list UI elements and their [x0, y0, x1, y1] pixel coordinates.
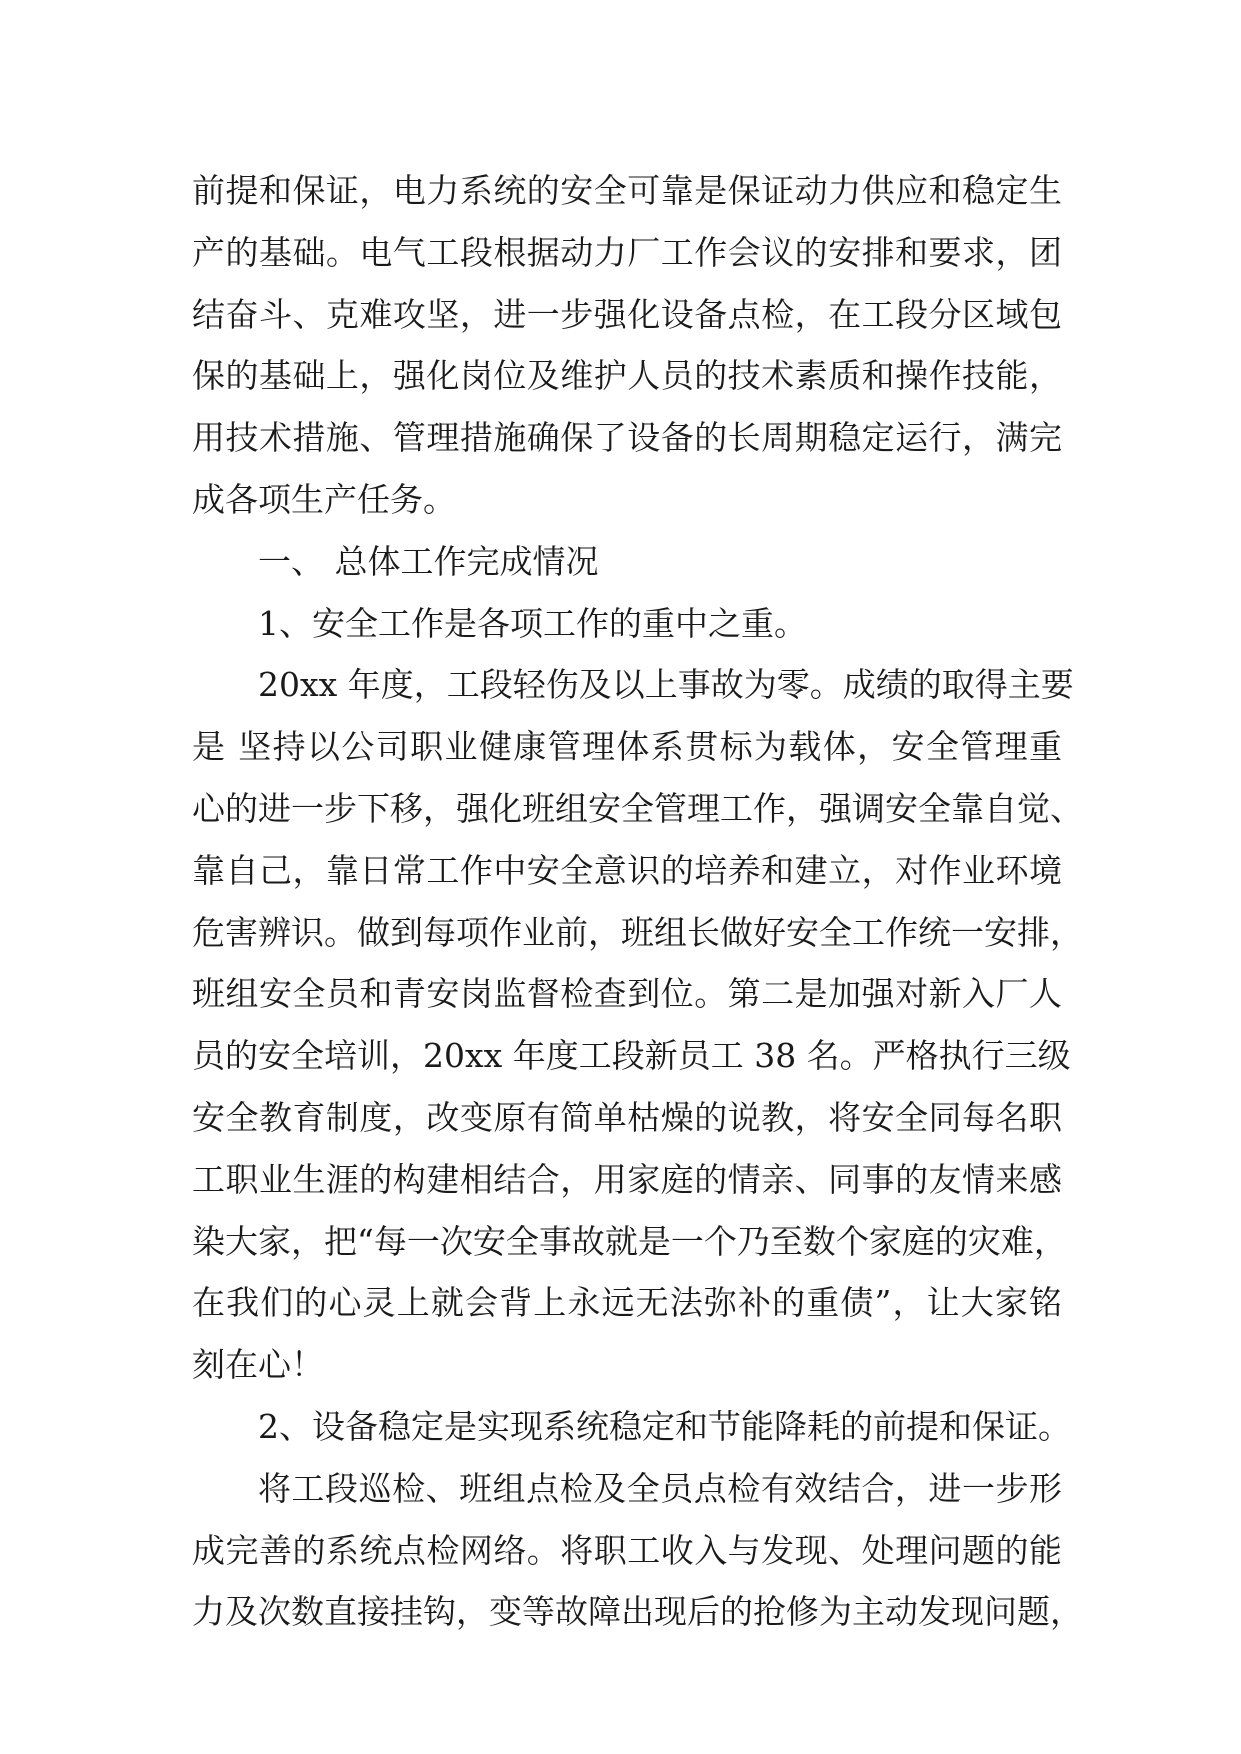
text-line: 工职业生涯的构建相结合，用家庭的情亲、同事的友情来感 [192, 1159, 1062, 1199]
text-line: 产的基础。电气工段根据动力厂工作会议的安排和要求，团 [192, 232, 1062, 272]
text-line: 成各项生产任务。 [192, 479, 456, 519]
text-line: 员的安全培训，20xx 年度工段新员工 38 名。严格执行三级 [192, 1036, 1071, 1076]
text-line: 前提和保证，电力系统的安全可靠是保证动力供应和稳定生 [192, 171, 1062, 210]
text-line: 染大家，把“每一次安全事故就是一个乃至数个家庭的灾难， [192, 1221, 1067, 1261]
text-line: 靠自己，靠日常工作中安全意识的培养和建立，对作业环境 [192, 850, 1062, 890]
text-line: 20xx 年度，工段轻伤及以上事故为零。成绩的取得主要 [258, 665, 1074, 705]
text-line: 安全教育制度，改变原有简单枯燥的说教，将安全同每名职 [192, 1097, 1062, 1137]
text-line: 1、安全工作是各项工作的重中之重。 [258, 603, 807, 643]
text-line: 结奋斗、克难攻坚，进一步强化设备点检，在工段分区域包 [192, 294, 1062, 334]
text-line: 刻在心！ [192, 1345, 324, 1385]
text-line: 用技术措施、管理措施确保了设备的长周期稳定运行，满完 [192, 418, 1062, 458]
document-body [192, 160, 1083, 1643]
text-line: 危害辨识。做到每项作业前，班组长做好安全工作统一安排， [192, 912, 1083, 952]
text-line: 2、设备稳定是实现系统稳定和节能降耗的前提和保证。 [258, 1406, 1071, 1446]
text-line: 将工段巡检、班组点检及全员点检有效结合，进一步形 [258, 1468, 1062, 1508]
text-line: 在我们的心灵上就会背上永远无法弥补的重债”，让大家铭 [192, 1283, 1062, 1323]
text-line: 保的基础上，强化岗位及维护人员的技术素质和操作技能， [192, 356, 1062, 396]
text-line: 成完善的系统点检网络。将职工收入与发现、处理问题的能 [192, 1530, 1062, 1570]
text-line: 班组安全员和青安岗监督检查到位。第二是加强对新入厂人 [192, 974, 1062, 1014]
text-line: 一、 总体工作完成情况 [258, 541, 599, 581]
text-line: 是 坚持以公司职业健康管理体系贯标为载体，安全管理重 [192, 727, 1062, 767]
text-line: 心的进一步下移，强化班组安全管理工作，强调安全靠自觉、 [192, 788, 1083, 828]
text-line: 力及次数直接挂钩，变等故障出现后的抢修为主动发现问题， [192, 1592, 1083, 1632]
